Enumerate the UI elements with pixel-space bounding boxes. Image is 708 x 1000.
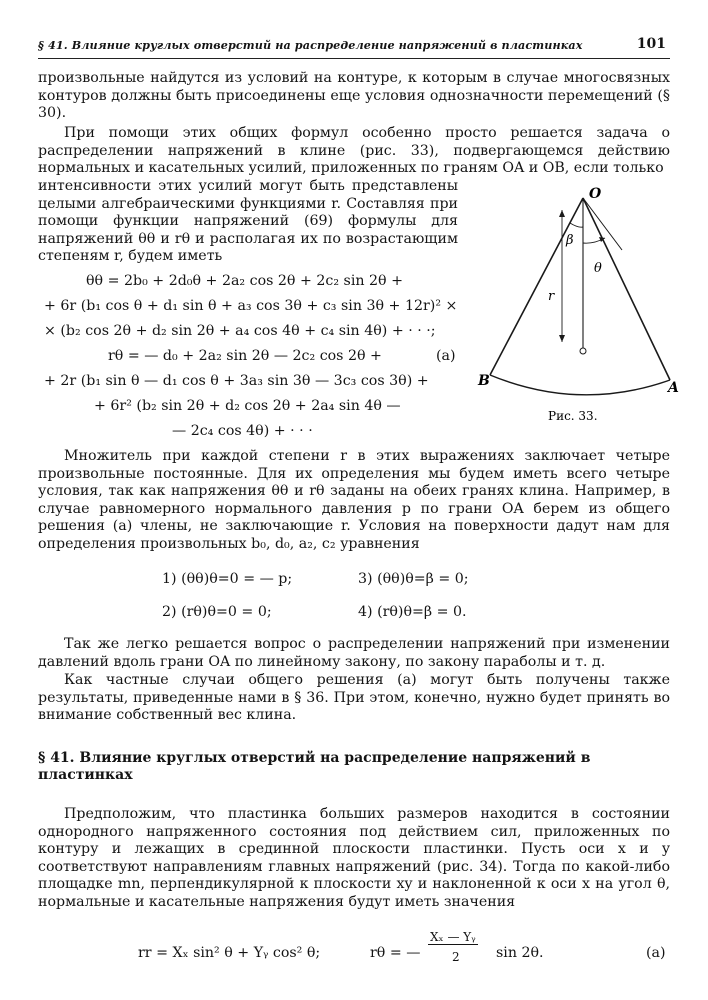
beta-arc xyxy=(570,223,583,227)
label-a: A xyxy=(668,380,679,396)
final-equation-label: (a) xyxy=(646,945,666,961)
equation-line-7: — 2c₄ cos 4θ) + · · · xyxy=(172,423,313,439)
condition-3: 3) (θθ)θ=β = 0; xyxy=(358,571,469,587)
condition-2: 2) (rθ)θ=0 = 0; xyxy=(162,604,272,620)
label-r: r xyxy=(548,289,555,304)
face-ob xyxy=(490,198,583,375)
paragraph-linear-pressure: Так же легко решается вопрос о распределении напряжений при изменении давлений вдоль грани OA по линейному закону, по закону параболы и т. д. xyxy=(38,636,670,670)
label-b: B xyxy=(478,373,490,389)
r-arrow-top xyxy=(559,210,565,217)
paragraph-wedge-intro-cont: интенсивности этих усилий могут быть представлены целыми алгебраическими функциями r. Составляя при помощи функции напряжений (69) формулы для напряжений θθ и rθ и располагая их по возрастающим степеням r, будем иметь xyxy=(38,178,458,265)
section-heading: § 41. Влияние круглых отверстий на распределение напряжений в пластинках xyxy=(38,750,591,783)
final-equation-numerator: Xₓ — Yᵧ xyxy=(430,930,476,944)
paragraph-continuation: произвольные найдутся из условий на контуре, к которым в случае многосвязных контуров должны быть присоединены еще условия однозначности перемещений (§ 30). xyxy=(38,70,670,122)
page-number: 101 xyxy=(636,36,666,52)
condition-1: 1) (θθ)θ=0 = — p; xyxy=(162,571,293,587)
paragraph-special-cases: Как частные случаи общего решения (a) могут быть получены также результаты, приведенные нами в § 36. При этом, конечно, нужно будет принять во внимание собственный вес клина. xyxy=(38,672,670,724)
final-equation-mid-prefix: rθ = — xyxy=(370,945,421,961)
equation-line-5: + 2r (b₁ sin θ — d₁ cos θ + 3a₃ sin 3θ — 3c₃ cos 3θ) + xyxy=(44,373,429,389)
figure-33-wedge xyxy=(470,180,680,430)
wedge-diagram xyxy=(470,180,680,430)
point-marker xyxy=(580,348,586,354)
label-o: O xyxy=(589,186,602,202)
running-header xyxy=(38,32,670,59)
paragraph-plate: Предположим, что пластинка больших размеров находится в состоянии однородного напряженного состояния под действием сил, приложенных по контуру и лежащих в срединной плоскости пластинки. Пусть оси x и y соответствуют направлениям главных напряжений (рис. 34). Тогда по какой-либо площадке mn, перпендикулярной к плоскости xy и наклоненной к оси x на угол θ, нормальные и касательные напряжения будут иметь значения xyxy=(38,806,670,910)
equation-line-2: + 6r (b₁ cos θ + d₁ sin θ + a₃ cos 3θ + c₃ sin 3θ + 12r)² × xyxy=(44,298,458,314)
wedge-boundary-arc xyxy=(490,375,670,395)
equation-line-3: × (b₂ cos 2θ + d₂ sin 2θ + a₄ cos 4θ + c₄ sin 4θ) + · · ·; xyxy=(44,323,436,339)
running-header-title: § 41. Влияние круглых отверстий на распределение напряжений в пластинках xyxy=(38,38,583,52)
equation-line-1: θθ = 2b₀ + 2d₀θ + 2a₂ cos 2θ + 2c₂ sin 2θ + xyxy=(86,273,403,289)
paragraph-wedge-intro: При помощи этих общих формул особенно просто решается задача о распределении напряжений в клине (рис. 33), подвергающемся действию нормальных и касательных усилий, приложенных по граням OA и OB, если только xyxy=(38,125,670,177)
face-oa xyxy=(583,198,670,380)
equation-line-6: + 6r² (b₂ sin 2θ + d₂ cos 2θ + 2a₄ sin 4θ — xyxy=(94,398,401,414)
condition-4: 4) (rθ)θ=β = 0. xyxy=(358,604,467,620)
label-theta: θ xyxy=(594,261,602,276)
r-arrow-bottom xyxy=(559,335,565,342)
equation-label-a: (a) xyxy=(436,348,456,364)
final-equation-denominator: 2 xyxy=(452,950,460,964)
final-equation-suffix: sin 2θ. xyxy=(496,945,544,961)
final-equation-left: rr = Xₓ sin² θ + Yᵧ cos² θ; xyxy=(138,945,321,961)
figure-caption: Рис. 33. xyxy=(548,409,598,423)
ray-theta xyxy=(583,198,622,250)
paragraph-constants: Множитель при каждой степени r в этих выражениях заключает четыре произвольные постоянные. Для их определения мы будем иметь всего четыре условия, так как напряжения θθ и rθ заданы на обеих гранях клина. Например, в случае равномерного нормального давления p по грани OA берем из общего решения (a) члены, не заключающие r. Условия на поверхности дадут нам для определения произвольных b₀, d₀, a₂, c₂ уравнения xyxy=(38,448,670,552)
equation-line-4: rθ = — d₀ + 2a₂ sin 2θ — 2c₂ cos 2θ + xyxy=(108,348,382,364)
label-beta: β xyxy=(566,233,574,248)
